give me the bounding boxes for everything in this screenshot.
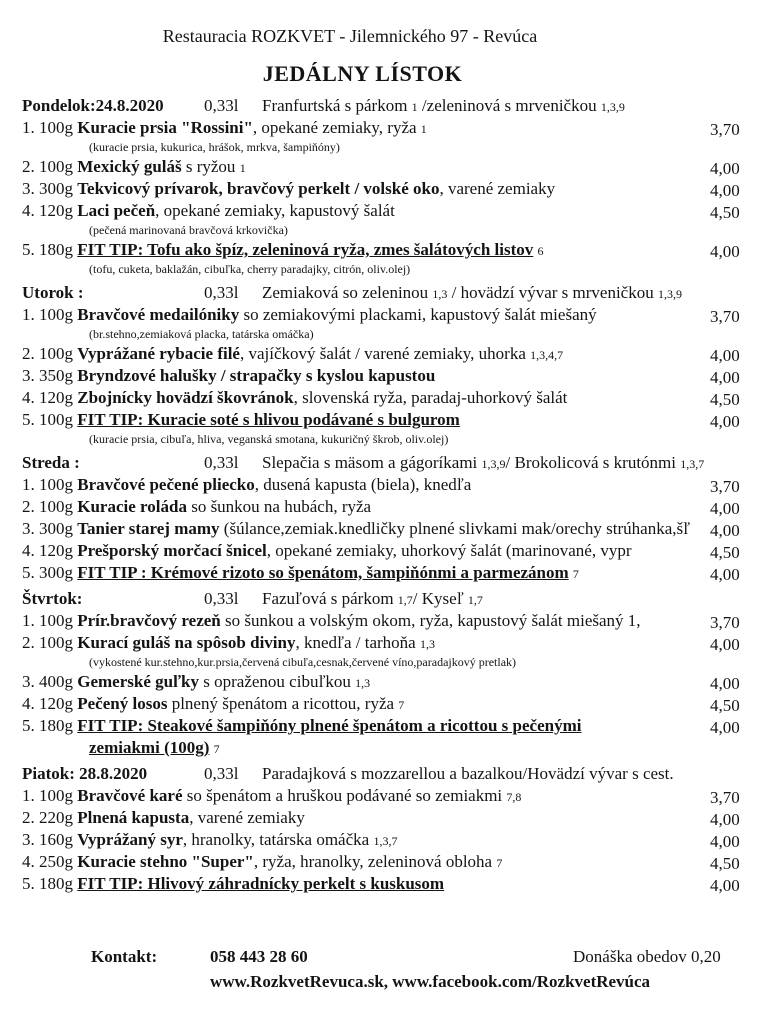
dish-name: Tekvicový prívarok, bravčový perkelt / volské oko xyxy=(77,179,440,198)
item-weight: 100g xyxy=(39,475,73,494)
item-number: 5. xyxy=(22,240,35,259)
soup2-name: / Kyseľ xyxy=(412,589,464,608)
menu-item xyxy=(22,519,752,541)
soup-name: Franfurtská s párkom xyxy=(262,96,408,115)
item-weight: 100g xyxy=(39,410,73,429)
menu-item xyxy=(22,563,752,585)
item-number: 4. xyxy=(22,852,35,871)
restaurant-header: Restauracia ROZKVET - Jilemnického 97 - Revúca xyxy=(162,26,538,46)
menu-item xyxy=(22,541,752,563)
item-weight: 100g xyxy=(39,633,73,652)
allergens: 1,3,4,7 xyxy=(530,348,564,362)
dish-name: Gemerské guľky xyxy=(77,672,200,691)
item-main xyxy=(22,563,702,583)
dish-name: Bravčové pečené pliecko xyxy=(77,475,255,494)
delivery-fee: Donáška obedov 0,20 xyxy=(573,947,721,966)
dish-name: Plnená kapusta xyxy=(77,808,190,827)
item-main xyxy=(22,118,702,138)
price: 4,50 xyxy=(710,696,740,715)
menu-item xyxy=(22,716,752,738)
item-weight: 120g xyxy=(39,694,73,713)
price: 4,00 xyxy=(710,159,740,178)
soup-allergens: 1 xyxy=(411,100,418,114)
dish-name: Bryndzové halušky / strapačky s kyslou kapustou xyxy=(77,366,436,385)
menu-list xyxy=(22,96,752,900)
allergens: 1,3 xyxy=(355,676,371,690)
price: 3,70 xyxy=(710,788,740,807)
day-label: Piatok: 28.8.2020 xyxy=(22,764,148,783)
dish-name: Bravčové medailóniky xyxy=(77,305,240,324)
dish-name: Bravčové karé xyxy=(77,786,183,805)
soup-text xyxy=(262,453,704,473)
footer xyxy=(0,945,765,1005)
soup-text xyxy=(262,589,483,609)
allergens: 7,8 xyxy=(506,790,522,804)
fit-tip-name: FIT TIP: Kuracie soté s hlivou podávané s bulgurom xyxy=(77,410,460,429)
item-weight: 120g xyxy=(39,201,73,220)
item-weight: 350g xyxy=(39,366,73,385)
price: 4,00 xyxy=(710,521,740,540)
item-number: 5. xyxy=(22,716,35,735)
menu-item xyxy=(22,694,752,716)
dish-name: Laci pečeň xyxy=(77,201,156,220)
dish-description: , dusená kapusta (biela), knedľa xyxy=(254,475,472,494)
item-main xyxy=(22,366,702,386)
price: 4,00 xyxy=(710,674,740,693)
item-main xyxy=(22,201,702,221)
dish-name: Prír.bravčový rezeň xyxy=(77,611,221,630)
item-weight: 160g xyxy=(39,830,73,849)
price: 4,50 xyxy=(710,203,740,222)
dish-ingredients: (tofu, cuketa, baklažán, cibuľka, cherry paradajky, citrón, oliv.olej) xyxy=(89,262,411,276)
item-weight: 100g xyxy=(39,118,73,137)
dish-description: plnený špenátom a ricottou, ryža xyxy=(167,694,395,713)
dish-ingredients: (kuracie prsia, kukurica, hrášok, mrkva, šampiňóny) xyxy=(89,140,340,154)
item-main xyxy=(22,716,702,736)
menu-item xyxy=(22,633,752,655)
fit-tip-name: FIT TIP : Krémové rizoto so špenátom, šampiňónmi a parmezánom xyxy=(77,563,569,582)
menu-item xyxy=(22,497,752,519)
day-row xyxy=(22,283,752,305)
item-number: 3. xyxy=(22,366,35,385)
day-section xyxy=(22,589,752,760)
price: 4,50 xyxy=(710,543,740,562)
item-number: 3. xyxy=(22,830,35,849)
item-weight: 100g xyxy=(39,786,73,805)
dish-description: (šúlance,zemiak.knedličky plnené slivkami mak/orechy strúhanka,šľ xyxy=(219,519,691,538)
item-number: 2. xyxy=(22,497,35,516)
dish-description: , opekané zemiaky, uhorkový šalát (marinované, vypr xyxy=(266,541,632,560)
price: 4,00 xyxy=(710,876,740,895)
dish-ingredients: (kuracie prsia, cibuľa, hliva, veganská smotana, kukuričný škrob, oliv.olej) xyxy=(89,432,449,446)
item-number: 4. xyxy=(22,541,35,560)
dish-name: Prešporský morčací šnicel xyxy=(77,541,267,560)
allergens: 7 xyxy=(213,742,220,756)
item-number: 5. xyxy=(22,410,35,429)
item-weight: 400g xyxy=(39,672,73,691)
item-weight: 300g xyxy=(39,179,73,198)
item-number: 2. xyxy=(22,344,35,363)
item-main xyxy=(22,475,702,495)
allergens: 1,3 xyxy=(419,637,435,651)
item-number: 1. xyxy=(22,118,35,137)
price: 4,00 xyxy=(710,499,740,518)
soup2-name: / hovädzí vývar s mrveničkou xyxy=(447,283,654,302)
item-weight: 220g xyxy=(39,808,73,827)
item-number: 5. xyxy=(22,874,35,893)
day-label: Utorok : xyxy=(22,283,84,302)
soup-name: Paradajková s mozzarellou a bazalkou/Hovädzí vývar s cest. xyxy=(262,764,674,783)
item-main xyxy=(22,786,702,806)
item-weight: 120g xyxy=(39,388,73,407)
item-main xyxy=(22,240,702,260)
menu-item xyxy=(22,118,752,140)
dish-ingredients: (pečená marinovaná bravčová krkovička) xyxy=(89,223,288,237)
soup2-allergens: 1,7 xyxy=(467,593,483,607)
item-weight: 120g xyxy=(39,541,73,560)
soup2-allergens: 1,3,9 xyxy=(657,287,682,301)
menu-item xyxy=(22,786,752,808)
price: 4,00 xyxy=(710,810,740,829)
price: 3,70 xyxy=(710,307,740,326)
menu-item xyxy=(22,366,752,388)
phone-number: 058 443 28 60 xyxy=(210,947,308,966)
item-number: 4. xyxy=(22,388,35,407)
item-number: 4. xyxy=(22,694,35,713)
item-number: 3. xyxy=(22,179,35,198)
menu-item xyxy=(22,240,752,262)
fit-tip-continuation: zemiakmi (100g) xyxy=(89,738,210,757)
price: 3,70 xyxy=(710,613,740,632)
dish-continuation xyxy=(22,738,752,760)
soup-allergens: 1,3 xyxy=(432,287,448,301)
page-title: JEDÁLNY LÍSTOK xyxy=(262,61,463,86)
dish-description: , ryža, hranolky, zeleninová obloha xyxy=(253,852,493,871)
soup-allergens: 1,3,9 xyxy=(481,457,506,471)
price: 4,00 xyxy=(710,181,740,200)
item-main xyxy=(22,672,702,692)
dish-name: Pečený losos xyxy=(77,694,168,713)
item-main xyxy=(22,410,702,430)
menu-item xyxy=(22,201,752,223)
dish-description: , varené zemiaky xyxy=(439,179,556,198)
item-number: 2. xyxy=(22,633,35,652)
allergens: 6 xyxy=(537,244,544,258)
contact-label: Kontakt: xyxy=(91,947,158,966)
fit-tip-name: FIT TIP: Hlivový záhradnícky perkelt s kuskusom xyxy=(77,874,445,893)
item-number: 2. xyxy=(22,808,35,827)
allergens: 7 xyxy=(398,698,405,712)
item-number: 1. xyxy=(22,475,35,494)
dish-name: Kuracie stehno "Super" xyxy=(77,852,254,871)
dish-name: Kuracie prsia "Rossini" xyxy=(77,118,253,137)
dish-name: Vyprážaný syr xyxy=(77,830,183,849)
day-row xyxy=(22,589,752,611)
price: 4,00 xyxy=(710,412,740,431)
dish-description: , varené zemiaky xyxy=(189,808,305,827)
day-label: Pondelok:24.8.2020 xyxy=(22,96,164,115)
fit-tip-name: FIT TIP: Steakové šampiňóny plnené špenátom a ricottou s pečenými xyxy=(77,716,582,735)
item-main xyxy=(22,852,702,872)
dish-name: Mexický guláš xyxy=(77,157,182,176)
website-links: www.RozkvetRevuca.sk, www.facebook.com/RozkvetRevúca xyxy=(210,972,651,991)
item-main xyxy=(22,694,702,714)
day-label: Streda : xyxy=(22,453,80,472)
day-section xyxy=(22,453,752,585)
soup-name: Slepačia s mäsom a gágoríkami xyxy=(262,453,478,472)
day-row xyxy=(22,453,752,475)
dish-description: so špenátom a hruškou podávané so zemiakmi xyxy=(182,786,503,805)
dish-name: Zbojnícky hovädzí škovránok xyxy=(77,388,294,407)
day-row xyxy=(22,764,752,786)
dish-description: , opekané zemiaky, ryža xyxy=(252,118,417,137)
menu-item xyxy=(22,388,752,410)
price: 4,00 xyxy=(710,718,740,737)
item-main xyxy=(22,633,702,653)
menu-item xyxy=(22,830,752,852)
dish-name: Kurací guláš na spôsob diviny xyxy=(77,633,296,652)
dish-name: Vyprážané rybacie filé xyxy=(77,344,240,363)
item-number: 2. xyxy=(22,157,35,176)
item-weight: 100g xyxy=(39,611,73,630)
soup-volume: 0,33l xyxy=(204,96,239,115)
dish-description: so zemiakovými plackami, kapustový šalát miešaný xyxy=(239,305,597,324)
soup-volume: 0,33l xyxy=(204,589,239,608)
price: 4,00 xyxy=(710,565,740,584)
item-main xyxy=(22,497,702,517)
menu-item xyxy=(22,344,752,366)
soup-text xyxy=(262,96,625,116)
item-main xyxy=(22,179,702,199)
menu-item xyxy=(22,179,752,201)
soup2-name: / Brokolicová s krutónmi xyxy=(505,453,676,472)
dish-description: s ryžou xyxy=(181,157,236,176)
price: 4,50 xyxy=(710,390,740,409)
dish-description: , hranolky, tatárska omáčka xyxy=(182,830,370,849)
item-main xyxy=(22,519,702,539)
menu-item xyxy=(22,611,752,633)
dish-description: so šunkou a volským okom, ryža, kapustový šalát miešaný 1, xyxy=(220,611,641,630)
soup-name: Fazuľová s párkom xyxy=(262,589,394,608)
item-weight: 180g xyxy=(39,240,73,259)
item-weight: 100g xyxy=(39,157,73,176)
item-number: 5. xyxy=(22,563,35,582)
price: 3,70 xyxy=(710,120,740,139)
allergens: 1 xyxy=(420,122,427,136)
price: 4,00 xyxy=(710,832,740,851)
dish-description: , knedľa / tarhoňa xyxy=(295,633,416,652)
soup2-allergens: 1,3,9 xyxy=(600,100,625,114)
menu-item xyxy=(22,305,752,327)
menu-item xyxy=(22,852,752,874)
item-main xyxy=(22,830,702,850)
dish-description: , vajíčkový šalát / varené zemiaky, uhorka xyxy=(239,344,526,363)
menu-item xyxy=(22,874,752,896)
item-weight: 100g xyxy=(39,344,73,363)
item-weight: 180g xyxy=(39,716,73,735)
item-main xyxy=(22,157,702,177)
item-weight: 300g xyxy=(39,563,73,582)
soup-volume: 0,33l xyxy=(204,764,239,783)
soup2-name: /zeleninová s mrveničkou xyxy=(417,96,597,115)
item-weight: 100g xyxy=(39,305,73,324)
soup-text xyxy=(262,283,682,303)
day-label: Štvrtok: xyxy=(22,589,83,608)
item-main xyxy=(22,808,702,828)
dish-name: Kuracie roláda xyxy=(77,497,187,516)
price: 4,00 xyxy=(710,242,740,261)
allergens: 1,3,7 xyxy=(373,834,398,848)
day-section xyxy=(22,96,752,279)
allergens: 7 xyxy=(572,567,579,581)
dish-description: , slovenská ryža, paradaj-uhorkový šalát xyxy=(293,388,568,407)
dish-description: so šunkou na hubách, ryža xyxy=(186,497,372,516)
day-section xyxy=(22,764,752,896)
menu-item xyxy=(22,672,752,694)
dish-description: , opekané zemiaky, kapustový šalát xyxy=(155,201,395,220)
item-number: 1. xyxy=(22,611,35,630)
soup-name: Zemiaková so zeleninou xyxy=(262,283,429,302)
item-weight: 100g xyxy=(39,497,73,516)
day-row xyxy=(22,96,752,118)
price: 4,50 xyxy=(710,854,740,873)
price: 4,00 xyxy=(710,635,740,654)
item-weight: 300g xyxy=(39,519,73,538)
item-main xyxy=(22,305,702,325)
dish-ingredients: (br.stehno,zemiaková placka, tatárska omáčka) xyxy=(89,327,314,341)
soup-text xyxy=(262,764,674,784)
soup-allergens: 1,7 xyxy=(397,593,413,607)
soup-volume: 0,33l xyxy=(204,283,239,302)
item-weight: 180g xyxy=(39,874,73,893)
menu-item xyxy=(22,808,752,830)
price: 3,70 xyxy=(710,477,740,496)
item-number: 1. xyxy=(22,305,35,324)
dish-ingredients: (vykostené kur.stehno,kur.prsia,červená cibuľa,cesnak,červené víno,paradajkový pretlak) xyxy=(89,655,517,669)
item-main xyxy=(22,541,702,561)
dish-name: Tanier starej mamy xyxy=(77,519,220,538)
menu-item xyxy=(22,410,752,432)
item-main xyxy=(22,611,702,631)
price: 4,00 xyxy=(710,346,740,365)
dish-description: s opraženou cibuľkou xyxy=(199,672,351,691)
item-number: 1. xyxy=(22,786,35,805)
day-section xyxy=(22,283,752,449)
item-weight: 250g xyxy=(39,852,73,871)
soup2-allergens: 1,3,7 xyxy=(680,457,705,471)
menu-item xyxy=(22,157,752,179)
item-main xyxy=(22,388,702,408)
item-number: 3. xyxy=(22,519,35,538)
fit-tip-name: FIT TIP: Tofu ako špíz, zeleninová ryža, zmes šalátových listov xyxy=(77,240,534,259)
item-number: 4. xyxy=(22,201,35,220)
allergens: 1 xyxy=(239,161,246,175)
item-main xyxy=(22,344,702,364)
allergens: 7 xyxy=(496,856,503,870)
soup-volume: 0,33l xyxy=(204,453,239,472)
item-number: 3. xyxy=(22,672,35,691)
price: 4,00 xyxy=(710,368,740,387)
item-main xyxy=(22,874,702,894)
menu-item xyxy=(22,475,752,497)
